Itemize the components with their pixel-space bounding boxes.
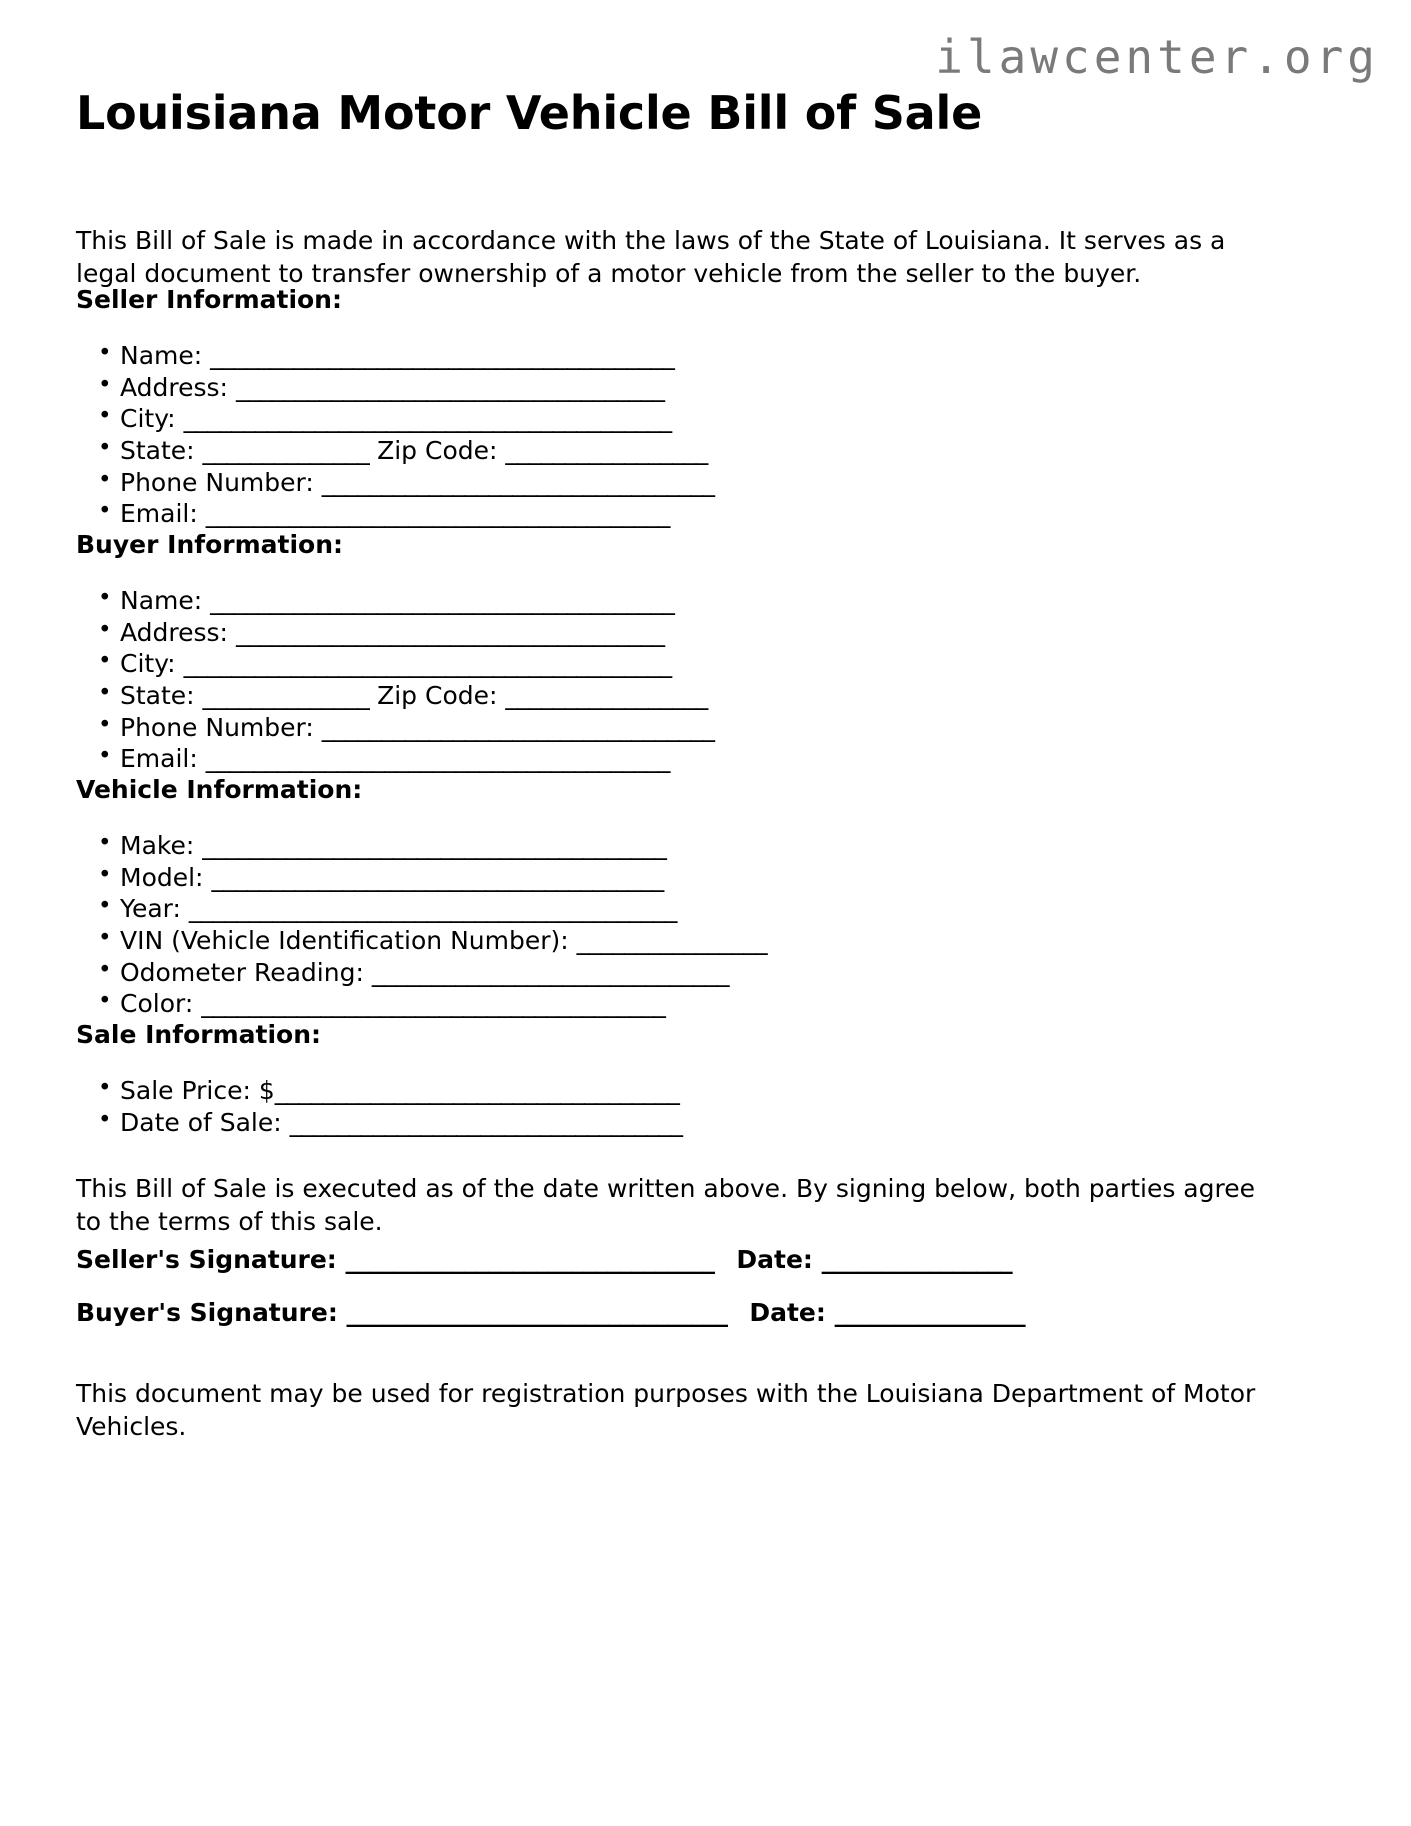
field-label: Odometer Reading:: [120, 957, 372, 987]
field-vehicle-odometer[interactable]: [76, 957, 767, 989]
field-label: City:: [120, 404, 184, 434]
field-blank-state[interactable]: ______________: [202, 680, 370, 710]
buyer-date-label: Date:: [749, 1298, 835, 1327]
field-label: Phone Number:: [120, 467, 322, 497]
buyer-fields-list: [0, 585, 714, 775]
buyer-signature-blank[interactable]: ________________________________: [346, 1298, 728, 1327]
field-blank[interactable]: _________________________________: [321, 467, 715, 497]
field-label-zip: Zip Code:: [369, 680, 506, 710]
field-blank[interactable]: ____________________________________: [235, 372, 665, 402]
field-blank[interactable]: ______________________________________: [211, 862, 664, 892]
field-seller-address[interactable]: [76, 372, 714, 404]
field-blank[interactable]: _________________________________: [289, 1107, 683, 1137]
closing-paragraph: This Bill of Sale is executed as of the date written above. By signing below, both parties agree to the terms of this sale.: [76, 1174, 1255, 1236]
field-seller-email[interactable]: [76, 498, 714, 530]
field-seller-state-zip[interactable]: [76, 435, 714, 467]
field-label: State:: [120, 435, 203, 465]
field-blank[interactable]: _______________________________________: [210, 586, 675, 615]
field-label: Year:: [120, 894, 189, 924]
field-label: Email:: [120, 744, 206, 774]
field-blank[interactable]: ____________________________________: [235, 617, 665, 647]
field-blank[interactable]: _______________________________________: [202, 831, 667, 860]
field-blank[interactable]: _______________________________________: [205, 744, 670, 774]
field-label-zip: Zip Code:: [369, 435, 506, 465]
field-blank[interactable]: _______________________________________: [205, 499, 670, 529]
buyer-date-blank[interactable]: ________________: [834, 1298, 1025, 1327]
field-blank-zip[interactable]: _________________: [505, 680, 708, 710]
section-heading-seller: Seller Information:: [76, 285, 342, 314]
sale-fields-list: [0, 1075, 682, 1138]
field-label: Sale Price: $: [120, 1076, 275, 1105]
field-sale-date[interactable]: [76, 1107, 682, 1139]
field-label: Date of Sale:: [120, 1107, 290, 1137]
section-heading-vehicle: Vehicle Information:: [76, 775, 363, 804]
field-sale-price[interactable]: [76, 1075, 682, 1107]
vehicle-fields-list: [0, 830, 767, 1020]
field-vehicle-color[interactable]: [76, 988, 767, 1020]
field-buyer-name[interactable]: [76, 585, 714, 617]
field-blank[interactable]: ________________: [576, 925, 768, 955]
field-blank[interactable]: _______________________________________: [210, 341, 675, 370]
section-heading-sale: Sale Information:: [76, 1020, 321, 1049]
field-label: Address:: [120, 617, 236, 647]
intro-paragraph: This Bill of Sale is made in accordance with the laws of the State of Louisiana. It serves as a legal document to transfer ownership of a motor vehicle from the seller to the buyer.: [76, 226, 1226, 288]
section-heading-buyer: Buyer Information:: [76, 530, 344, 559]
field-vehicle-make[interactable]: [76, 830, 767, 862]
seller-date-label: Date:: [736, 1245, 822, 1274]
field-label: Make:: [120, 831, 203, 860]
field-blank[interactable]: _________________________________________: [183, 404, 672, 434]
field-label: City:: [120, 649, 184, 679]
field-blank-state[interactable]: ______________: [202, 435, 370, 465]
field-buyer-state-zip[interactable]: [76, 680, 714, 712]
field-seller-name[interactable]: [76, 340, 714, 372]
buyer-signature-row[interactable]: [76, 1298, 1025, 1327]
field-blank[interactable]: _______________________________________: [201, 989, 666, 1019]
page-title: Louisiana Motor Vehicle Bill of Sale: [76, 86, 983, 140]
field-label: Color:: [120, 989, 202, 1019]
field-blank-zip[interactable]: _________________: [505, 435, 708, 465]
field-blank[interactable]: _________________________________________: [188, 894, 677, 924]
field-buyer-email[interactable]: [76, 743, 714, 775]
seller-date-blank[interactable]: ________________: [821, 1245, 1013, 1274]
field-blank[interactable]: _________________________________________: [183, 649, 672, 679]
field-seller-phone[interactable]: [76, 467, 714, 499]
field-blank[interactable]: ______________________________: [371, 957, 729, 987]
field-label: VIN (Vehicle Identification Number):: [120, 925, 577, 955]
field-label: Email:: [120, 499, 206, 529]
seller-signature-label: Seller's Signature:: [76, 1245, 346, 1274]
seller-signature-row[interactable]: [76, 1245, 1012, 1274]
field-label: Address:: [120, 372, 236, 402]
field-vehicle-vin[interactable]: [76, 925, 767, 957]
seller-signature-blank[interactable]: _______________________________: [345, 1245, 715, 1274]
field-label: State:: [120, 680, 203, 710]
field-seller-city[interactable]: [76, 403, 714, 435]
buyer-signature-label: Buyer's Signature:: [76, 1298, 347, 1327]
seller-fields-list: [0, 340, 714, 530]
field-vehicle-year[interactable]: [76, 893, 767, 925]
field-label: Name:: [120, 341, 211, 370]
field-blank[interactable]: _________________________________: [321, 712, 715, 742]
field-blank[interactable]: __________________________________: [274, 1076, 680, 1105]
field-label: Phone Number:: [120, 712, 322, 742]
field-buyer-phone[interactable]: [76, 712, 714, 744]
field-vehicle-model[interactable]: [76, 862, 767, 894]
field-label: Name:: [120, 586, 211, 615]
field-buyer-address[interactable]: [76, 617, 714, 649]
site-watermark: ilawcenter.org: [935, 30, 1379, 84]
footer-note: This document may be used for registration purposes with the Louisiana Department of Motor Vehicles.: [76, 1379, 1256, 1441]
field-buyer-city[interactable]: [76, 648, 714, 680]
field-label: Model:: [120, 862, 212, 892]
